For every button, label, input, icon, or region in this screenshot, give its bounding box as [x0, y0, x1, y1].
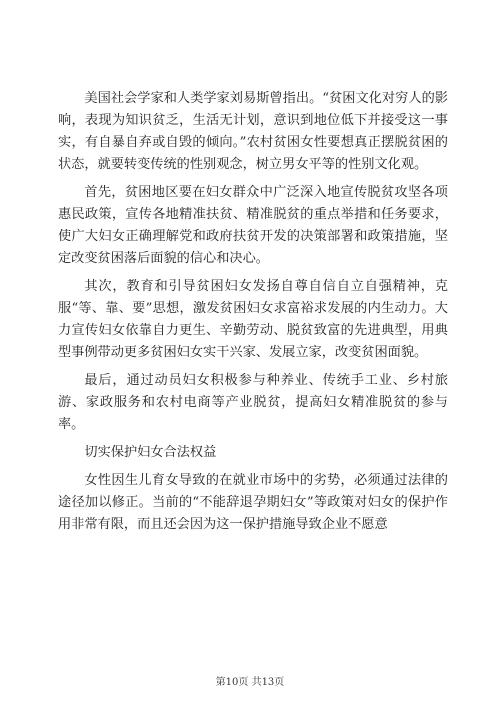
page-footer: 第10页 共13页 — [215, 677, 285, 688]
paragraph-3: 其次，教育和引导贫困妇女发扬自尊自信自立自强精神，克服“等、靠、要”思想，激发贫困妇女求富裕求发展的内生动力。大力宣传妇女依靠自力更生、辛勤劳动、脱贫致富的先进典型，用典型事例带动更多贫困妇女实干兴家、发展立家，改变贫困面貌。 — [58, 279, 448, 360]
document-body — [58, 88, 448, 542]
paragraph-5: 女性因生儿育女导致的在就业市场中的劣势，必须通过法律的途径加以修正。当前的“不能辞退孕期妇女”等政策对妇女的保护作用非常有限，而且还会因为这一保护措施导致企业不愿意 — [58, 473, 448, 532]
paragraph-1: 美国社会学家和人类学家刘易斯曾指出。“贫困文化对穷人的影响，表现为知识贫乏，生活无计划，意识到地位低下并接受这一事实，有自暴自弃或自毁的倾向。”农村贫困女性要想真正摆脱贫困的状态，就要转变传统的性别观念，树立男女平等的性别文化观。 — [58, 91, 448, 172]
paragraph-4: 最后，通过动员妇女积极参与种养业、传统手工业、乡村旅游、家政服务和农村电商等产业脱贫，提高妇女精准脱贫的参与率。 — [58, 373, 448, 432]
paragraph-2: 首先，贫困地区要在妇女群众中广泛深入地宣传脱贫攻坚各项惠民政策，宣传各地精准扶贫、精准脱贫的重点举措和任务要求，使广大妇女正确理解党和政府扶贫开发的决策部署和政策措施，坚定改变贫困落后面貌的信心和决心。 — [58, 185, 448, 266]
section-heading: 切实保护妇女合法权益 — [84, 445, 217, 460]
